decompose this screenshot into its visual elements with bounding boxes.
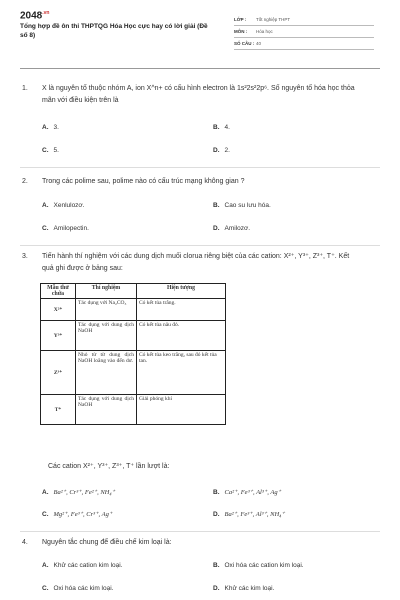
experiment-cell: Nhỏ từ từ dung dịch NaOH loãng vào đến dư. <box>76 351 137 395</box>
table-row <box>41 351 226 395</box>
question-number: 3. <box>22 253 28 260</box>
option-a[interactable]: A. 3. <box>42 124 59 131</box>
result-cell: Có kết tủa nâu đỏ. <box>137 321 226 351</box>
option-a[interactable]: A. Ba²⁺, Cr³⁺, Fe²⁺, NH₄⁺ <box>42 489 116 496</box>
experiment-cell: Tác dụng với dung dịch NaOH <box>76 321 137 351</box>
question-text: Nguyên tắc chung để điều chế kim loại là: <box>42 539 172 546</box>
result-cell: Giải phóng khí <box>137 395 226 425</box>
option-c[interactable]: C. Amilopectin. <box>42 225 89 232</box>
option-b[interactable]: B. Oxi hóa các cation kim loại. <box>213 562 304 569</box>
experiment-cell: Tác dụng với Na₂CO₃ <box>76 299 137 321</box>
option-a[interactable]: A. Khử các cation kim loại. <box>42 562 123 569</box>
question-divider <box>20 245 380 246</box>
table-header-row <box>41 284 226 299</box>
experiment-table <box>40 283 226 425</box>
meta-question-count: SỐ CÂU : 40 <box>234 38 374 50</box>
column-header-phenomenon: Hiện tượng <box>137 284 226 299</box>
option-b[interactable]: B. Cao su lưu hóa. <box>213 202 271 209</box>
column-header-experiment: Thí nghiệm <box>76 284 137 299</box>
sample-cell: Z³⁺ <box>41 351 76 395</box>
document-meta <box>234 14 374 50</box>
question-text: Tiến hành thí nghiệm với các dung dịch muối clorua riêng biệt của các cation: X²⁺, Y³⁺, Z³⁺, T⁺. Kết quả ghi được ở bảng sau: <box>42 253 350 272</box>
followup-text: Các cation X²⁺, Y³⁺, Z³⁺, T⁺ lần lượt là: <box>48 463 170 470</box>
meta-subject: MÔN : Hóa học <box>234 26 374 38</box>
option-b[interactable]: B. Ca²⁺, Fe³⁺, Al³⁺, Ag⁺ <box>213 489 282 496</box>
option-c[interactable]: C. Mg²⁺, Fe³⁺, Cr³⁺, Ag⁺ <box>42 511 113 518</box>
experiment-cell: Tác dụng với dung dịch NaOH <box>76 395 137 425</box>
sample-cell: X²⁺ <box>41 299 76 321</box>
meta-class: LỚP : Tốt nghiệp THPT <box>234 14 374 26</box>
question-number: 1. <box>22 85 28 92</box>
header-divider <box>20 68 380 69</box>
option-d[interactable]: D. Amilozơ. <box>213 225 251 232</box>
option-c[interactable]: C. Oxi hóa các kim loại. <box>42 585 114 592</box>
option-d[interactable]: D. 2. <box>213 147 230 154</box>
option-b[interactable]: B. 4. <box>213 124 230 131</box>
table-row <box>41 395 226 425</box>
option-c[interactable]: C. 5. <box>42 147 59 154</box>
question-divider <box>20 531 380 532</box>
question-text: Trong các polime sau, polime nào có cấu trúc mạng không gian ? <box>42 178 245 185</box>
sample-cell: Y³⁺ <box>41 321 76 351</box>
table-row <box>41 299 226 321</box>
column-header-sample: Mẫu thử chứa <box>41 284 76 299</box>
question-number: 4. <box>22 539 28 546</box>
result-cell: Có kết tủa trắng. <box>137 299 226 321</box>
option-d[interactable]: D. Ba²⁺, Fe³⁺, Al³⁺, NH₄⁺ <box>213 511 285 518</box>
question-number: 2. <box>22 178 28 185</box>
result-cell: Có kết tủa keo trắng, sau đó kết tủa tan. <box>137 351 226 395</box>
option-a[interactable]: A. Xenlulozơ. <box>42 202 85 209</box>
table-row <box>41 321 226 351</box>
document-title: Tổng hợp đề ôn thi THPTQG Hóa Học cực hay có lời giải (Đề số 8) <box>20 23 208 39</box>
sample-cell: T⁺ <box>41 395 76 425</box>
option-d[interactable]: D. Khử các kim loại. <box>213 585 275 592</box>
question-divider <box>20 167 380 168</box>
question-text: X là nguyên tố thuộc nhóm A, ion X^n+ có cấu hình electron là 1s²2s²2p⁶. Số nguyên tố hóa học thỏa mãn với điều kiện trên là <box>42 85 355 104</box>
site-logo[interactable]: $2048^{.vn}$ <box>20 10 50 22</box>
